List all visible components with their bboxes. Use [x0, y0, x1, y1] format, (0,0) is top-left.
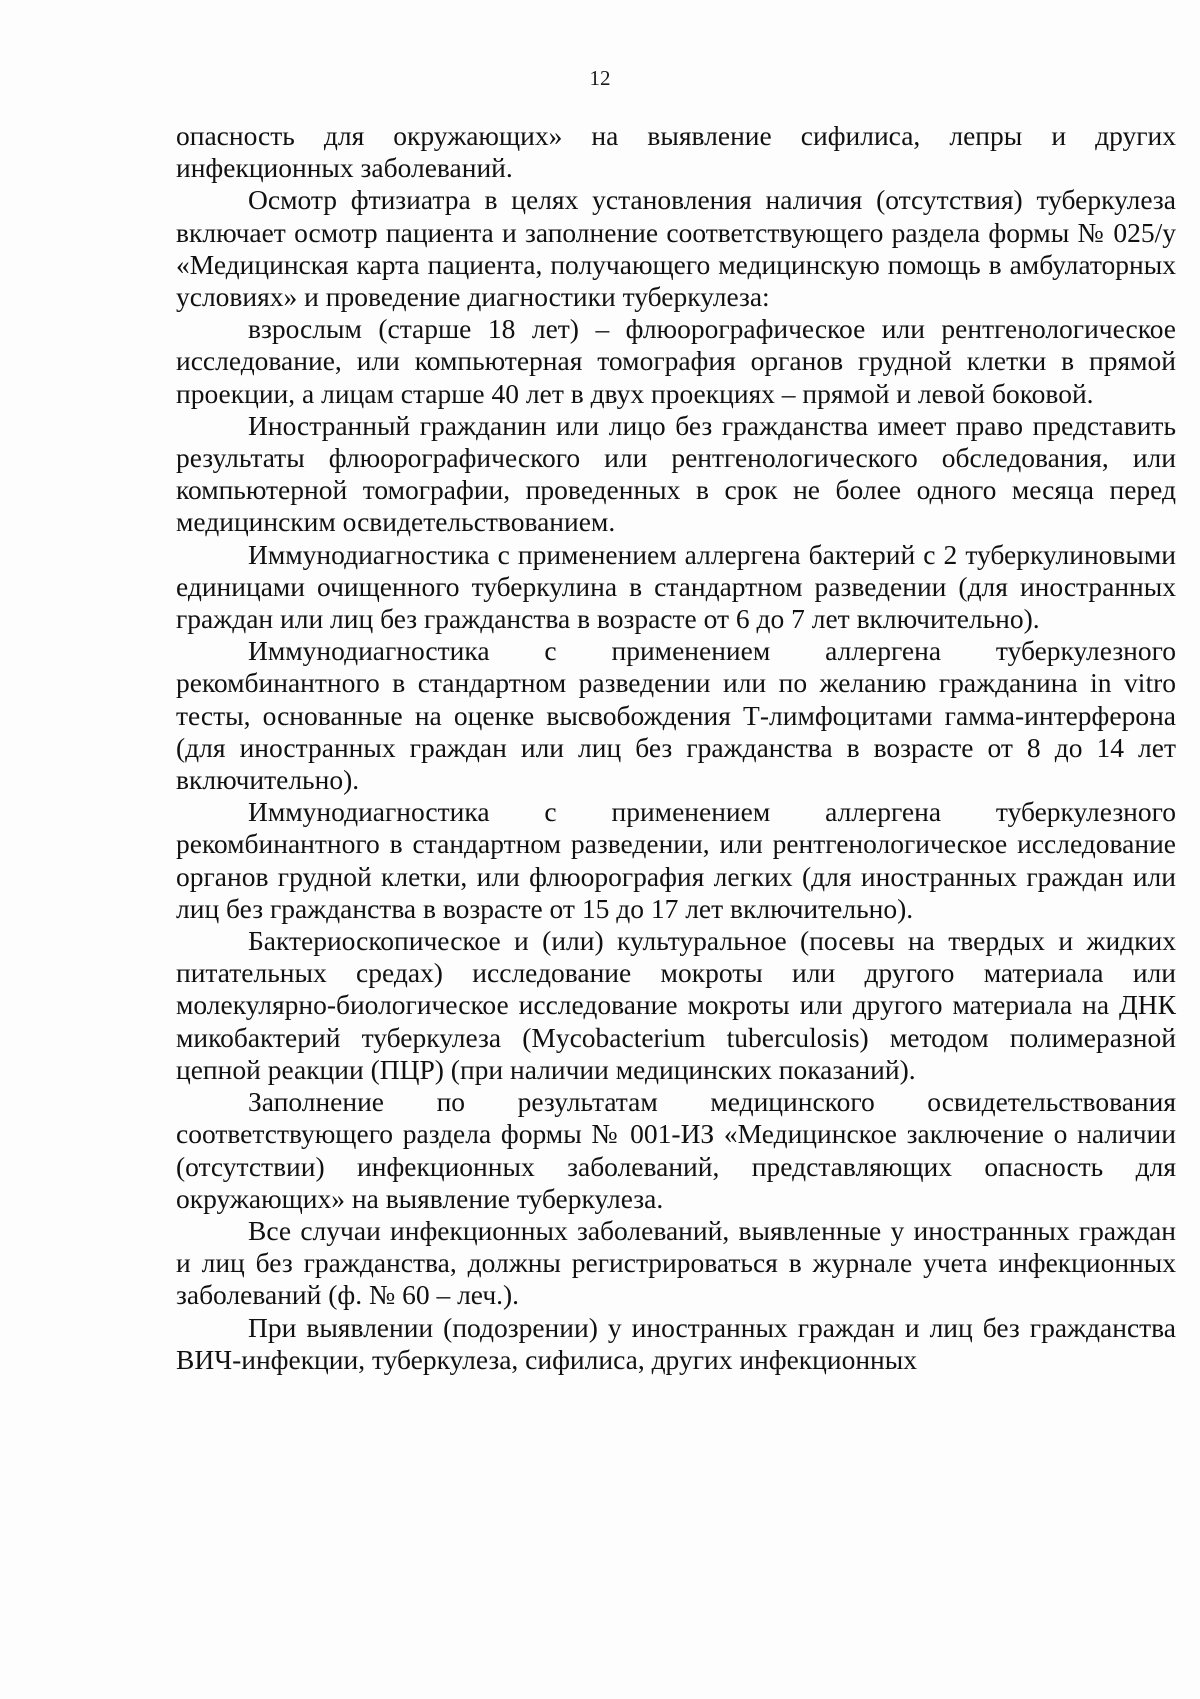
paragraph-form-001-iz: Заполнение по результатам медицинского освидетельствования соответствующего раздела формы № 001-ИЗ «Медицинское заключение о наличии (отсутствии) инфекционных заболеваний, представляющих опасность для окружающих» на выявление туберкулеза. — [176, 1086, 1176, 1214]
paragraph-detection-suspicion: При выявлении (подозрении) у иностранных граждан и лиц без гражданства ВИЧ-инфекции, туберкулеза, сифилиса, других инфекционных — [176, 1311, 1176, 1375]
paragraph-bacterioscopic-study: Бактериоскопическое и (или) культуральное (посевы на твердых и жидких питательных средах) исследование мокроты или другого материала или молекулярно-биологическое исследование мокроты или другого материала на ДНК микобактерий туберкулеза (Mycobacterium tuberculosis) методом полимеразной цепной реакции (ПЦР) (при наличии медицинских показаний). — [176, 925, 1176, 1085]
paragraph-immunodiagnostics-8-14: Иммунодиагностика с применением аллергена туберкулезного рекомбинантного в стандартном разведении или по желанию гражданина in vitro тесты, основанные на оценке высвобождения Т-лимфоцитами гамма-интерферона (для иностранных граждан или лиц без гражданства в возрасте от 8 до 14 лет включительно). — [176, 635, 1176, 796]
paragraph-adults-fluorography: взрослым (старше 18 лет) – флюорографическое или рентгенологическое исследование, или компьютерная томография органов грудной клетки в прямой проекции, а лицам старше 40 лет в двух проекциях – прямой и левой боковой. — [176, 313, 1176, 409]
paragraph-immunodiagnostics-15-17: Иммунодиагностика с применением аллергена туберкулезного рекомбинантного в стандартном разведении, или рентгенологическое исследование органов грудной клетки, или флюорография легких (для иностранных граждан или лиц без гражданства в возрасте от 15 до 17 лет включительно). — [176, 796, 1176, 924]
paragraph-immunodiagnostics-6-7: Иммунодиагностика с применением аллергена бактерий с 2 туберкулиновыми единицами очищенного туберкулина в стандартном разведении (для иностранных граждан или лиц без гражданства в возрасте от 6 до 7 лет включительно). — [176, 538, 1176, 635]
paragraph-phthisiatrician-exam: Осмотр фтизиатра в целях установления наличия (отсутствия) туберкулеза включает осмотр пациента и заполнение соответствующего раздела формы № 025/у «Медицинская карта пациента, получающего медицинскую помощь в амбулаторных условиях» и проведение диагностики туберкулеза: — [176, 184, 1176, 313]
paragraph-registration-journal: Все случаи инфекционных заболеваний, выявленные у иностранных граждан и лиц без гражданства, должны регистрироваться в журнале учета инфекционных заболеваний (ф. № 60 – леч.). — [176, 1214, 1176, 1311]
page-number: 12 — [589, 66, 611, 90]
document-body — [176, 120, 1176, 1376]
paragraph-continuation: опасность для окружающих» на выявление сифилиса, лепры и других инфекционных заболеваний. — [176, 120, 1176, 184]
paragraph-foreign-citizen-results: Иностранный гражданин или лицо без гражданства имеет право представить результаты флюорографического или рентгенологического обследования, или компьютерной томографии, проведенных в срок не более одного месяца перед медицинским освидетельствованием. — [176, 409, 1176, 538]
